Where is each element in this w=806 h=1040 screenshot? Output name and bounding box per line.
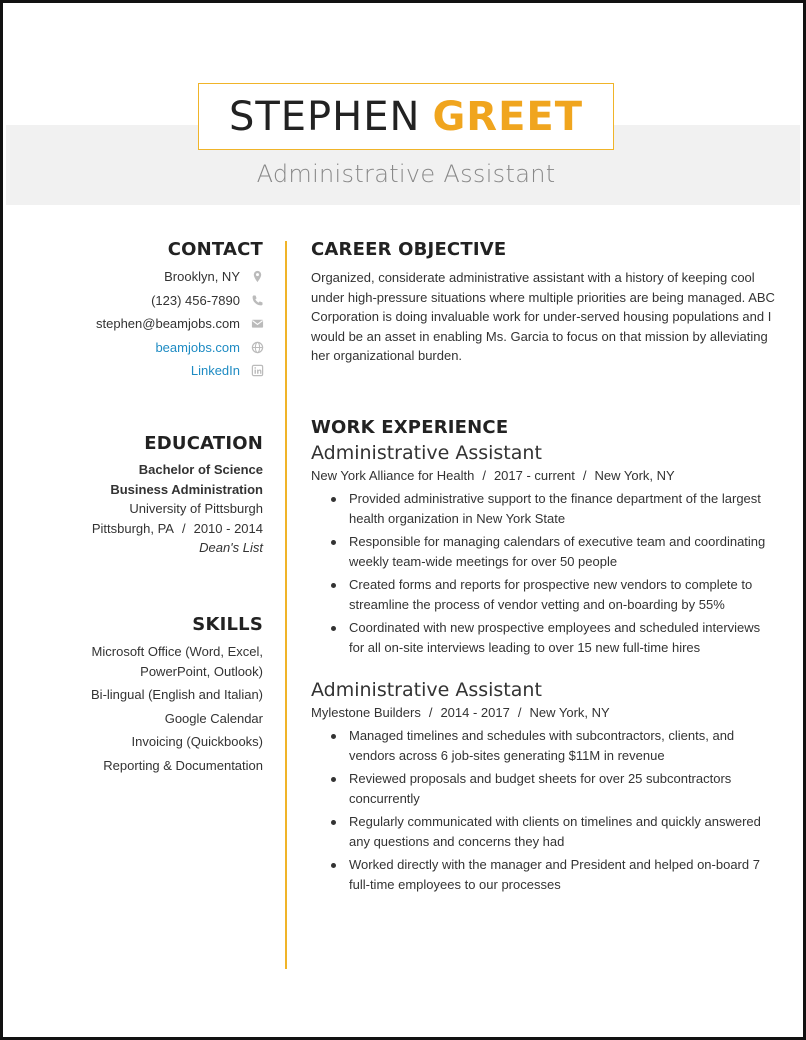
job-bullet: Created forms and reports for prospective new vendors to complete to streamline the process of vendor vetting and on-boarding by 55% [311, 575, 776, 614]
job-bullet: Coordinated with new prospective employees and scheduled interviews for all on-site interviews leading to over 15 new full-time hires [311, 618, 776, 657]
contact-phone-text: (123) 456-7890 [151, 292, 240, 308]
education-location: Pittsburgh, PA [91, 520, 174, 536]
education-major: Business Administration [110, 481, 263, 497]
skill-item: Bi-lingual (English and Italian) [91, 687, 263, 702]
objective-text: Organized, considerate administrative assistant with a history of keeping cool under high-pressure situations where multiple priorities are being managed. ABC Corporation is doing invaluable work for under-served housing populations and I would be an asset in enabling Ms. Garcia to focus on that mission by alleviating her organizational burden. [311, 270, 775, 363]
envelope-icon [250, 317, 264, 331]
separator: / [428, 705, 433, 720]
contact-location-text: Brooklyn, NY [164, 269, 240, 285]
job-company: Mylestone Builders [311, 705, 421, 720]
skill-item: Google Calendar [164, 710, 263, 726]
job-bullet: Responsible for managing calendars of executive team and coordinating weekly team-wide meetings for over 50 people [311, 532, 776, 571]
skill-item: Reporting & Documentation [103, 757, 263, 773]
contact-website[interactable] [43, 336, 263, 360]
job-bullet: Provided administrative support to the finance department of the largest health organization in New York State [311, 489, 776, 528]
job-bullet: Worked directly with the manager and President and helped on-board 7 full-time employees to our processes [311, 855, 776, 894]
job-role: Administrative Assistant [311, 442, 542, 464]
education-honor: Dean's List [199, 540, 263, 555]
job-bullets [311, 489, 776, 657]
separator: / [582, 468, 587, 483]
job-location: New York, NY [594, 468, 675, 483]
separator: / [482, 468, 486, 483]
name-box [198, 83, 614, 150]
education-location-years [43, 519, 263, 539]
job-dates: 2014 - 2017 [440, 705, 510, 720]
contact-section [43, 239, 263, 383]
skills-section [43, 614, 263, 779]
objective-heading: CAREER OBJECTIVE [311, 239, 507, 260]
education-heading: EDUCATION [144, 433, 263, 454]
education-years: 2010 - 2014 [193, 520, 263, 536]
first-name: STEPHEN [228, 93, 421, 140]
experience-section [311, 417, 776, 898]
contact-heading: CONTACT [167, 239, 263, 260]
job-bullet: Regularly communicated with clients on timelines and quickly answered any questions and concerns they had [311, 812, 776, 851]
job-bullet: Reviewed proposals and budget sheets for over 25 subcontractors concurrently [311, 769, 776, 808]
education-school: University of Pittsburgh [129, 501, 263, 516]
separator: / [517, 705, 522, 720]
location-pin-icon [250, 270, 264, 284]
education-section [43, 433, 263, 558]
column-divider [285, 241, 287, 969]
skill-item: Invoicing (Quickbooks) [131, 734, 263, 749]
linkedin-icon [250, 364, 264, 378]
skill-item: Microsoft Office (Word, Excel, PowerPoint, Outlook) [91, 644, 263, 679]
job-bullet: Managed timelines and schedules with subcontractors, clients, and vendors across 6 job-sites generating $11M in revenue [311, 726, 776, 765]
job-company: New York Alliance for Health [311, 468, 475, 483]
education-degree: Bachelor of Science [138, 462, 263, 477]
job-location: New York, NY [529, 705, 610, 720]
job-bullets [311, 726, 776, 894]
separator: / [181, 520, 186, 536]
contact-phone [43, 289, 263, 313]
job-role: Administrative Assistant [311, 679, 542, 701]
last-name: GREET [432, 93, 584, 140]
linkedin-link[interactable]: LinkedIn [190, 363, 240, 379]
phone-icon [250, 293, 264, 307]
job-entry [311, 442, 776, 657]
website-link[interactable]: beamjobs.com [155, 339, 240, 355]
contact-location [43, 265, 263, 289]
skills-heading: SKILLS [192, 614, 263, 635]
job-meta [311, 705, 776, 720]
objective-section [311, 239, 776, 366]
job-dates: 2017 - current [493, 468, 575, 483]
experience-heading: WORK EXPERIENCE [311, 417, 509, 438]
job-entry [311, 679, 776, 894]
job-title: Administrative Assistant [256, 160, 556, 188]
contact-email [43, 312, 263, 336]
globe-icon [250, 340, 264, 354]
job-meta [311, 468, 776, 483]
contact-email-text: stephen@beamjobs.com [96, 316, 240, 332]
contact-linkedin[interactable] [43, 359, 263, 383]
